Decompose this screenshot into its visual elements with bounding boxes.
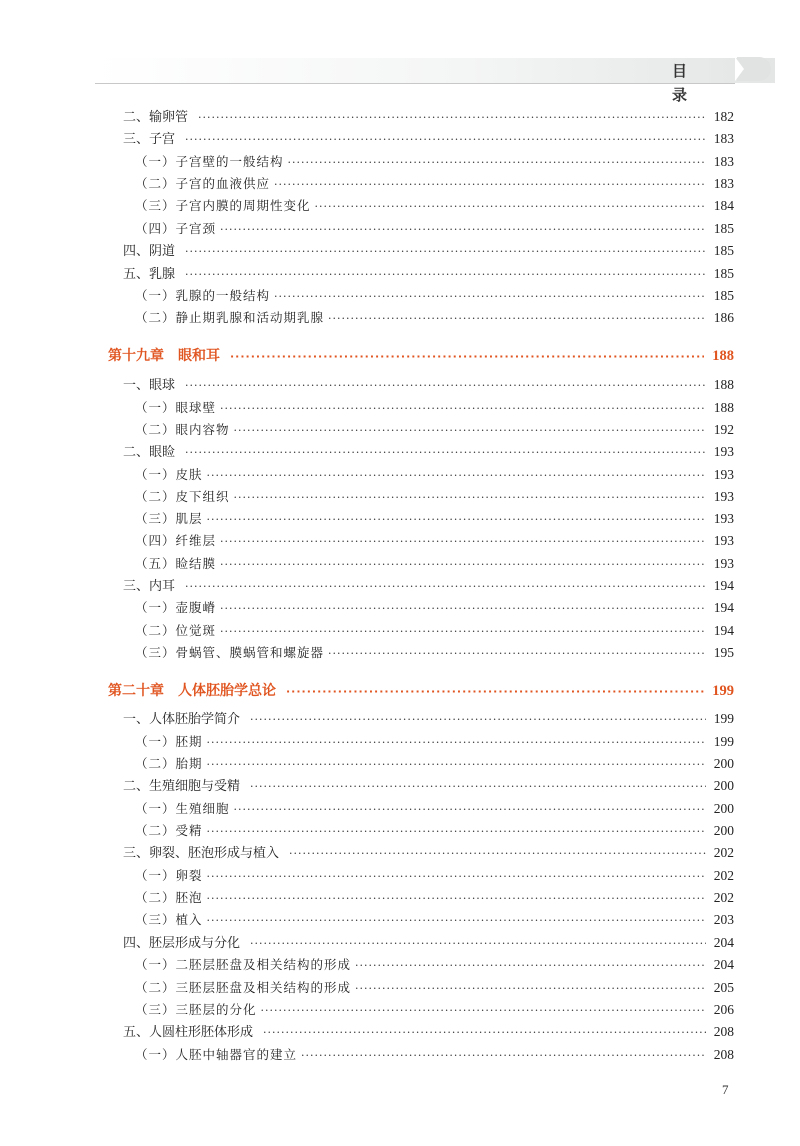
toc-entry-page: 188 (713, 400, 734, 415)
toc-entry-page: 183 (713, 154, 734, 169)
toc-entry-label: （一）眼球壁 (135, 400, 217, 415)
toc-entry-label: 一、眼球 (123, 378, 176, 393)
toc-entry[interactable] (135, 977, 734, 999)
toc-entry-page: 194 (713, 623, 734, 638)
toc-entry[interactable] (135, 1044, 734, 1066)
dot-leader (198, 107, 706, 129)
toc-entry-label: 第十九章 眼和耳 (108, 348, 220, 364)
toc-entry-label: （二）位觉斑 (135, 623, 217, 638)
toc-entry-page: 193 (713, 489, 734, 504)
toc-entry-page: 182 (713, 109, 734, 124)
toc-entry[interactable] (135, 173, 734, 195)
dot-leader (220, 620, 706, 643)
toc-entry-page: 183 (713, 131, 734, 146)
toc-entry-label: （四）子宫颈 (135, 221, 217, 236)
toc-entry-page: 183 (713, 176, 734, 191)
toc-entry[interactable] (135, 798, 734, 820)
dot-leader (220, 597, 706, 620)
toc-entry-label: （一）胚期 (135, 734, 203, 749)
toc-entry-label: （三）肌层 (135, 511, 203, 526)
toc-entry[interactable] (123, 128, 734, 150)
toc-entry[interactable] (123, 263, 734, 285)
dot-leader (185, 264, 706, 286)
toc-entry-label: （一）二胚层胚盘及相关结构的形成 (135, 957, 352, 972)
toc-entry[interactable] (135, 151, 734, 173)
toc-entry-page: 195 (713, 645, 734, 660)
dot-leader (288, 151, 706, 174)
dot-leader (207, 508, 706, 531)
dot-leader (185, 241, 706, 263)
toc-entry-page: 200 (713, 801, 734, 816)
page-header-title: 目 录 (672, 62, 696, 104)
dot-leader (274, 173, 706, 196)
toc-entry-label: （二）眼内容物 (135, 422, 230, 437)
toc-entry[interactable] (135, 486, 734, 508)
toc-entry[interactable] (135, 887, 734, 909)
toc-entry[interactable] (135, 597, 734, 619)
toc-entry-label: （一）人胚中轴器官的建立 (135, 1047, 298, 1062)
toc-entry-page: 205 (713, 980, 734, 995)
toc-entry[interactable] (123, 1021, 734, 1043)
toc-entry[interactable] (135, 195, 734, 217)
toc-entry[interactable] (135, 508, 734, 530)
page-number: 7 (722, 1082, 729, 1097)
toc-entry-label: 五、乳腺 (123, 267, 176, 282)
toc-entry-label: 四、阴道 (123, 244, 176, 259)
toc-entry[interactable] (135, 820, 734, 842)
toc-chapter-entry[interactable] (108, 345, 734, 367)
toc-entry-page: 202 (713, 868, 734, 883)
toc-entry-label: （一）卵裂 (135, 868, 203, 883)
toc-entry[interactable] (135, 397, 734, 419)
toc-entry-label: （三）子宫内膜的周期性变化 (135, 198, 311, 213)
dot-leader (328, 642, 706, 665)
toc-entry-label: （二）受精 (135, 823, 203, 838)
toc-entry-page: 204 (713, 957, 734, 972)
toc-entry-label: （二）三胚层胚盘及相关结构的形成 (135, 980, 352, 995)
toc-entry-page: 202 (713, 845, 734, 860)
dot-leader (250, 709, 706, 731)
dot-leader (289, 843, 706, 865)
toc-entry-page: 200 (713, 823, 734, 838)
toc-entry-page: 186 (713, 310, 734, 325)
toc-chapter-entry[interactable] (108, 680, 734, 702)
toc-entry-page: 208 (713, 1047, 734, 1062)
toc-entry-page: 188 (712, 348, 734, 364)
toc-entry[interactable] (123, 374, 734, 396)
dot-leader (207, 887, 706, 910)
toc-entry-page: 194 (713, 578, 734, 593)
dot-leader (315, 195, 706, 218)
toc-entry-label: （二）子宫的血液供应 (135, 176, 271, 191)
toc-entry-page: 206 (713, 1002, 734, 1017)
toc-entry-label: 三、子宫 (123, 132, 176, 147)
dot-leader (207, 909, 706, 932)
dot-leader (250, 776, 706, 798)
toc-entry[interactable] (123, 775, 734, 797)
dot-leader (185, 375, 706, 397)
toc-entry[interactable] (135, 419, 734, 441)
toc-entry[interactable] (123, 932, 734, 954)
toc-entry-page: 185 (713, 243, 734, 258)
toc-entry-page: 204 (713, 935, 734, 950)
toc-entry-label: 二、生殖细胞与受精 (123, 779, 241, 794)
toc-entry[interactable] (135, 909, 734, 931)
toc-entry-label: （二）胚泡 (135, 890, 203, 905)
toc-entry-page: 193 (713, 511, 734, 526)
toc-entry[interactable] (135, 285, 734, 307)
toc-entry[interactable] (135, 731, 734, 753)
dot-leader (220, 218, 706, 241)
dot-leader (207, 820, 706, 843)
toc-entry-label: （一）壶腹嵴 (135, 600, 217, 615)
toc-entry[interactable] (135, 530, 734, 552)
toc-entry-page: 203 (713, 912, 734, 927)
toc-entry-label: （四）纤维层 (135, 533, 217, 548)
toc-entry[interactable] (135, 464, 734, 486)
dot-leader (234, 486, 706, 509)
toc-entry-label: （五）睑结膜 (135, 556, 217, 571)
toc-entry[interactable] (135, 307, 734, 329)
toc-entry-page: 208 (713, 1024, 734, 1039)
dot-leader (220, 397, 706, 420)
toc-entry[interactable] (135, 954, 734, 976)
dot-leader (220, 530, 706, 553)
dot-leader (250, 933, 706, 955)
toc-entry-page: 193 (713, 467, 734, 482)
toc-entry-label: 二、眼睑 (123, 445, 176, 460)
toc-entry-page: 193 (713, 533, 734, 548)
toc-entry[interactable] (123, 441, 734, 463)
toc-entry-page: 200 (713, 756, 734, 771)
toc-entry-page: 200 (713, 778, 734, 793)
toc-entry-page: 192 (713, 422, 734, 437)
toc-entry-page: 185 (713, 266, 734, 281)
toc-entry-label: （一）生殖细胞 (135, 801, 230, 816)
dot-leader (263, 1022, 706, 1044)
dot-leader (207, 865, 706, 888)
toc-entry-label: 二、输卵管 (123, 110, 189, 125)
toc-entry[interactable] (123, 240, 734, 262)
toc-entry-label: 三、内耳 (123, 579, 176, 594)
toc-entry[interactable] (135, 753, 734, 775)
toc-entry-label: （二）皮下组织 (135, 489, 230, 504)
dot-leader (301, 1044, 706, 1067)
toc-entry-label: （一）乳腺的一般结构 (135, 288, 271, 303)
toc-entry-label: 五、人圆柱形胚体形成 (123, 1025, 254, 1040)
toc-entry-page: 185 (713, 288, 734, 303)
dot-leader (355, 954, 706, 977)
toc-entry[interactable] (135, 553, 734, 575)
dot-leader (185, 129, 706, 151)
dot-leader (185, 442, 706, 464)
dot-leader (261, 999, 706, 1022)
dot-leader (355, 977, 706, 1000)
toc-entry-page: 193 (713, 444, 734, 459)
dot-leader (207, 753, 706, 776)
toc-entry-page: 202 (713, 890, 734, 905)
toc-entry-label: 三、卵裂、胚泡形成与植入 (123, 846, 280, 861)
toc-entry-label: （一）皮肤 (135, 467, 203, 482)
toc-entry-page: 185 (713, 221, 734, 236)
toc-entry[interactable] (123, 708, 734, 730)
dot-leader (234, 419, 706, 442)
toc-entry[interactable] (135, 865, 734, 887)
toc-entry[interactable] (123, 106, 734, 128)
toc-entry-page: 184 (713, 198, 734, 213)
dot-leader (230, 345, 704, 368)
dot-leader (328, 307, 706, 330)
dot-leader (207, 464, 706, 487)
toc-entry-label: （三）三胚层的分化 (135, 1002, 257, 1017)
dot-leader (286, 680, 704, 703)
toc-entry-page: 199 (712, 683, 734, 699)
toc-entry-label: 第二十章 人体胚胎学总论 (108, 683, 276, 699)
toc-entry-page: 199 (713, 711, 734, 726)
toc-entry-label: 四、胚层形成与分化 (123, 936, 241, 951)
toc-entry-label: （二）胎期 (135, 756, 203, 771)
toc-entry[interactable] (135, 642, 734, 664)
toc-entry-page: 188 (713, 377, 734, 392)
toc-entry-page: 199 (713, 734, 734, 749)
toc-entry[interactable] (123, 575, 734, 597)
toc-entry-label: （二）静止期乳腺和活动期乳腺 (135, 310, 325, 325)
dot-leader (220, 553, 706, 576)
dot-leader (185, 576, 706, 598)
toc-entry[interactable] (123, 842, 734, 864)
toc-entry[interactable] (135, 999, 734, 1021)
toc-entry-page: 193 (713, 556, 734, 571)
dot-leader (234, 798, 706, 821)
dot-leader (274, 285, 706, 308)
toc-entry-label: （一）子宫壁的一般结构 (135, 154, 284, 169)
toc-entry-label: 一、人体胚胎学简介 (123, 712, 241, 727)
toc-entry-page: 194 (713, 600, 734, 615)
toc-entry-label: （三）植入 (135, 912, 203, 927)
toc-entry-label: （三）骨蜗管、膜蜗管和螺旋器 (135, 645, 325, 660)
toc-entry[interactable] (135, 218, 734, 240)
toc-entry[interactable] (135, 620, 734, 642)
dot-leader (207, 731, 706, 754)
